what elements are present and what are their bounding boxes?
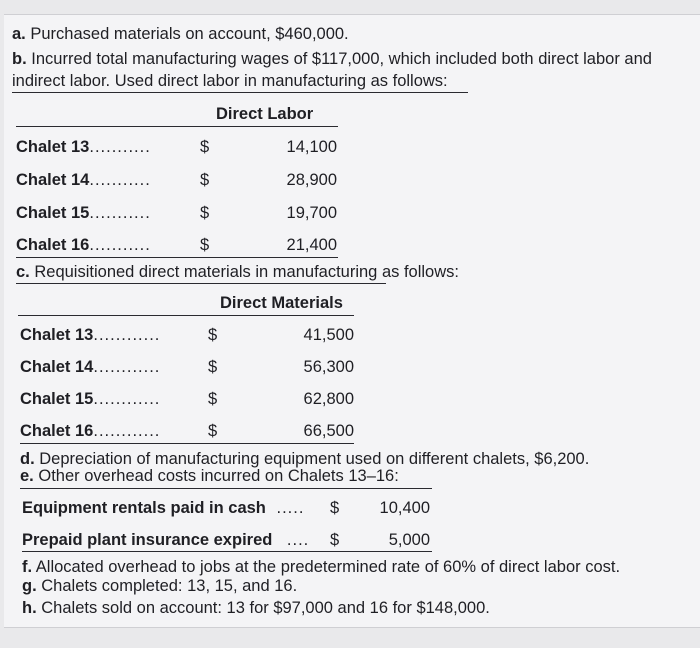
table-cell-value: 14,100 [286, 138, 337, 156]
table-row: Chalet 14........... [16, 171, 151, 189]
item-b-line1: b. Incurred total manufacturing wages of $117,000, which included both direct labor and [12, 50, 652, 68]
table-row: Chalet 16........... [16, 236, 151, 254]
currency-sign: $ [208, 422, 218, 440]
item-h: h. Chalets sold on account: 13 for $97,000 and 16 for $148,000. [22, 599, 490, 617]
item-f: f. Allocated overhead to jobs at the predetermined rate of 60% of direct labor cost. [22, 558, 621, 576]
divider [18, 315, 354, 316]
divider [20, 443, 354, 444]
item-b-line2: indirect labor. Used direct labor in manufacturing as follows: [12, 72, 448, 90]
divider [16, 257, 338, 258]
table-cell-value: 28,900 [286, 171, 337, 189]
table-row: Chalet 15............ [20, 390, 161, 408]
currency-sign: $ [200, 138, 210, 156]
table-cell-value: 19,700 [286, 204, 337, 222]
table-cell-value: 21,400 [286, 236, 337, 254]
table-row: Chalet 13........... [16, 138, 151, 156]
divider [12, 92, 468, 93]
currency-sign: $ [208, 358, 218, 376]
table-row: Chalet 14............ [20, 358, 161, 376]
table-row: Chalet 16............ [20, 422, 161, 440]
table-cell-value: 5,000 [388, 531, 430, 549]
divider [16, 126, 338, 127]
item-e: e. Other overhead costs incurred on Chalets 13–16: [20, 467, 399, 485]
item-c: c. Requisitioned direct materials in manufacturing as follows: [16, 263, 459, 281]
currency-sign: $ [208, 326, 218, 344]
currency-sign: $ [330, 499, 340, 517]
divider [22, 551, 432, 552]
table-row: Equipment rentals paid in cash ..... [22, 499, 305, 517]
table-cell-value: 41,500 [303, 326, 354, 344]
divider [16, 283, 386, 284]
materials-table-header: Direct Materials [220, 294, 343, 312]
currency-sign: $ [200, 236, 210, 254]
table-cell-value: 10,400 [379, 499, 430, 517]
item-g: g. Chalets completed: 13, 15, and 16. [22, 577, 298, 595]
table-row: Chalet 13............ [20, 326, 161, 344]
divider [20, 488, 432, 489]
table-cell-value: 62,800 [303, 390, 354, 408]
item-d: d. Depreciation of manufacturing equipment used on different chalets, $6,200. [20, 450, 590, 468]
currency-sign: $ [200, 204, 210, 222]
table-row: Prepaid plant insurance expired .... [22, 531, 310, 549]
table-row: Chalet 15........... [16, 204, 151, 222]
currency-sign: $ [330, 531, 340, 549]
table-cell-value: 56,300 [303, 358, 354, 376]
labor-table-header: Direct Labor [216, 105, 314, 123]
table-cell-value: 66,500 [303, 422, 354, 440]
currency-sign: $ [208, 390, 218, 408]
item-a: a. Purchased materials on account, $460,000. [12, 25, 349, 43]
currency-sign: $ [200, 171, 210, 189]
